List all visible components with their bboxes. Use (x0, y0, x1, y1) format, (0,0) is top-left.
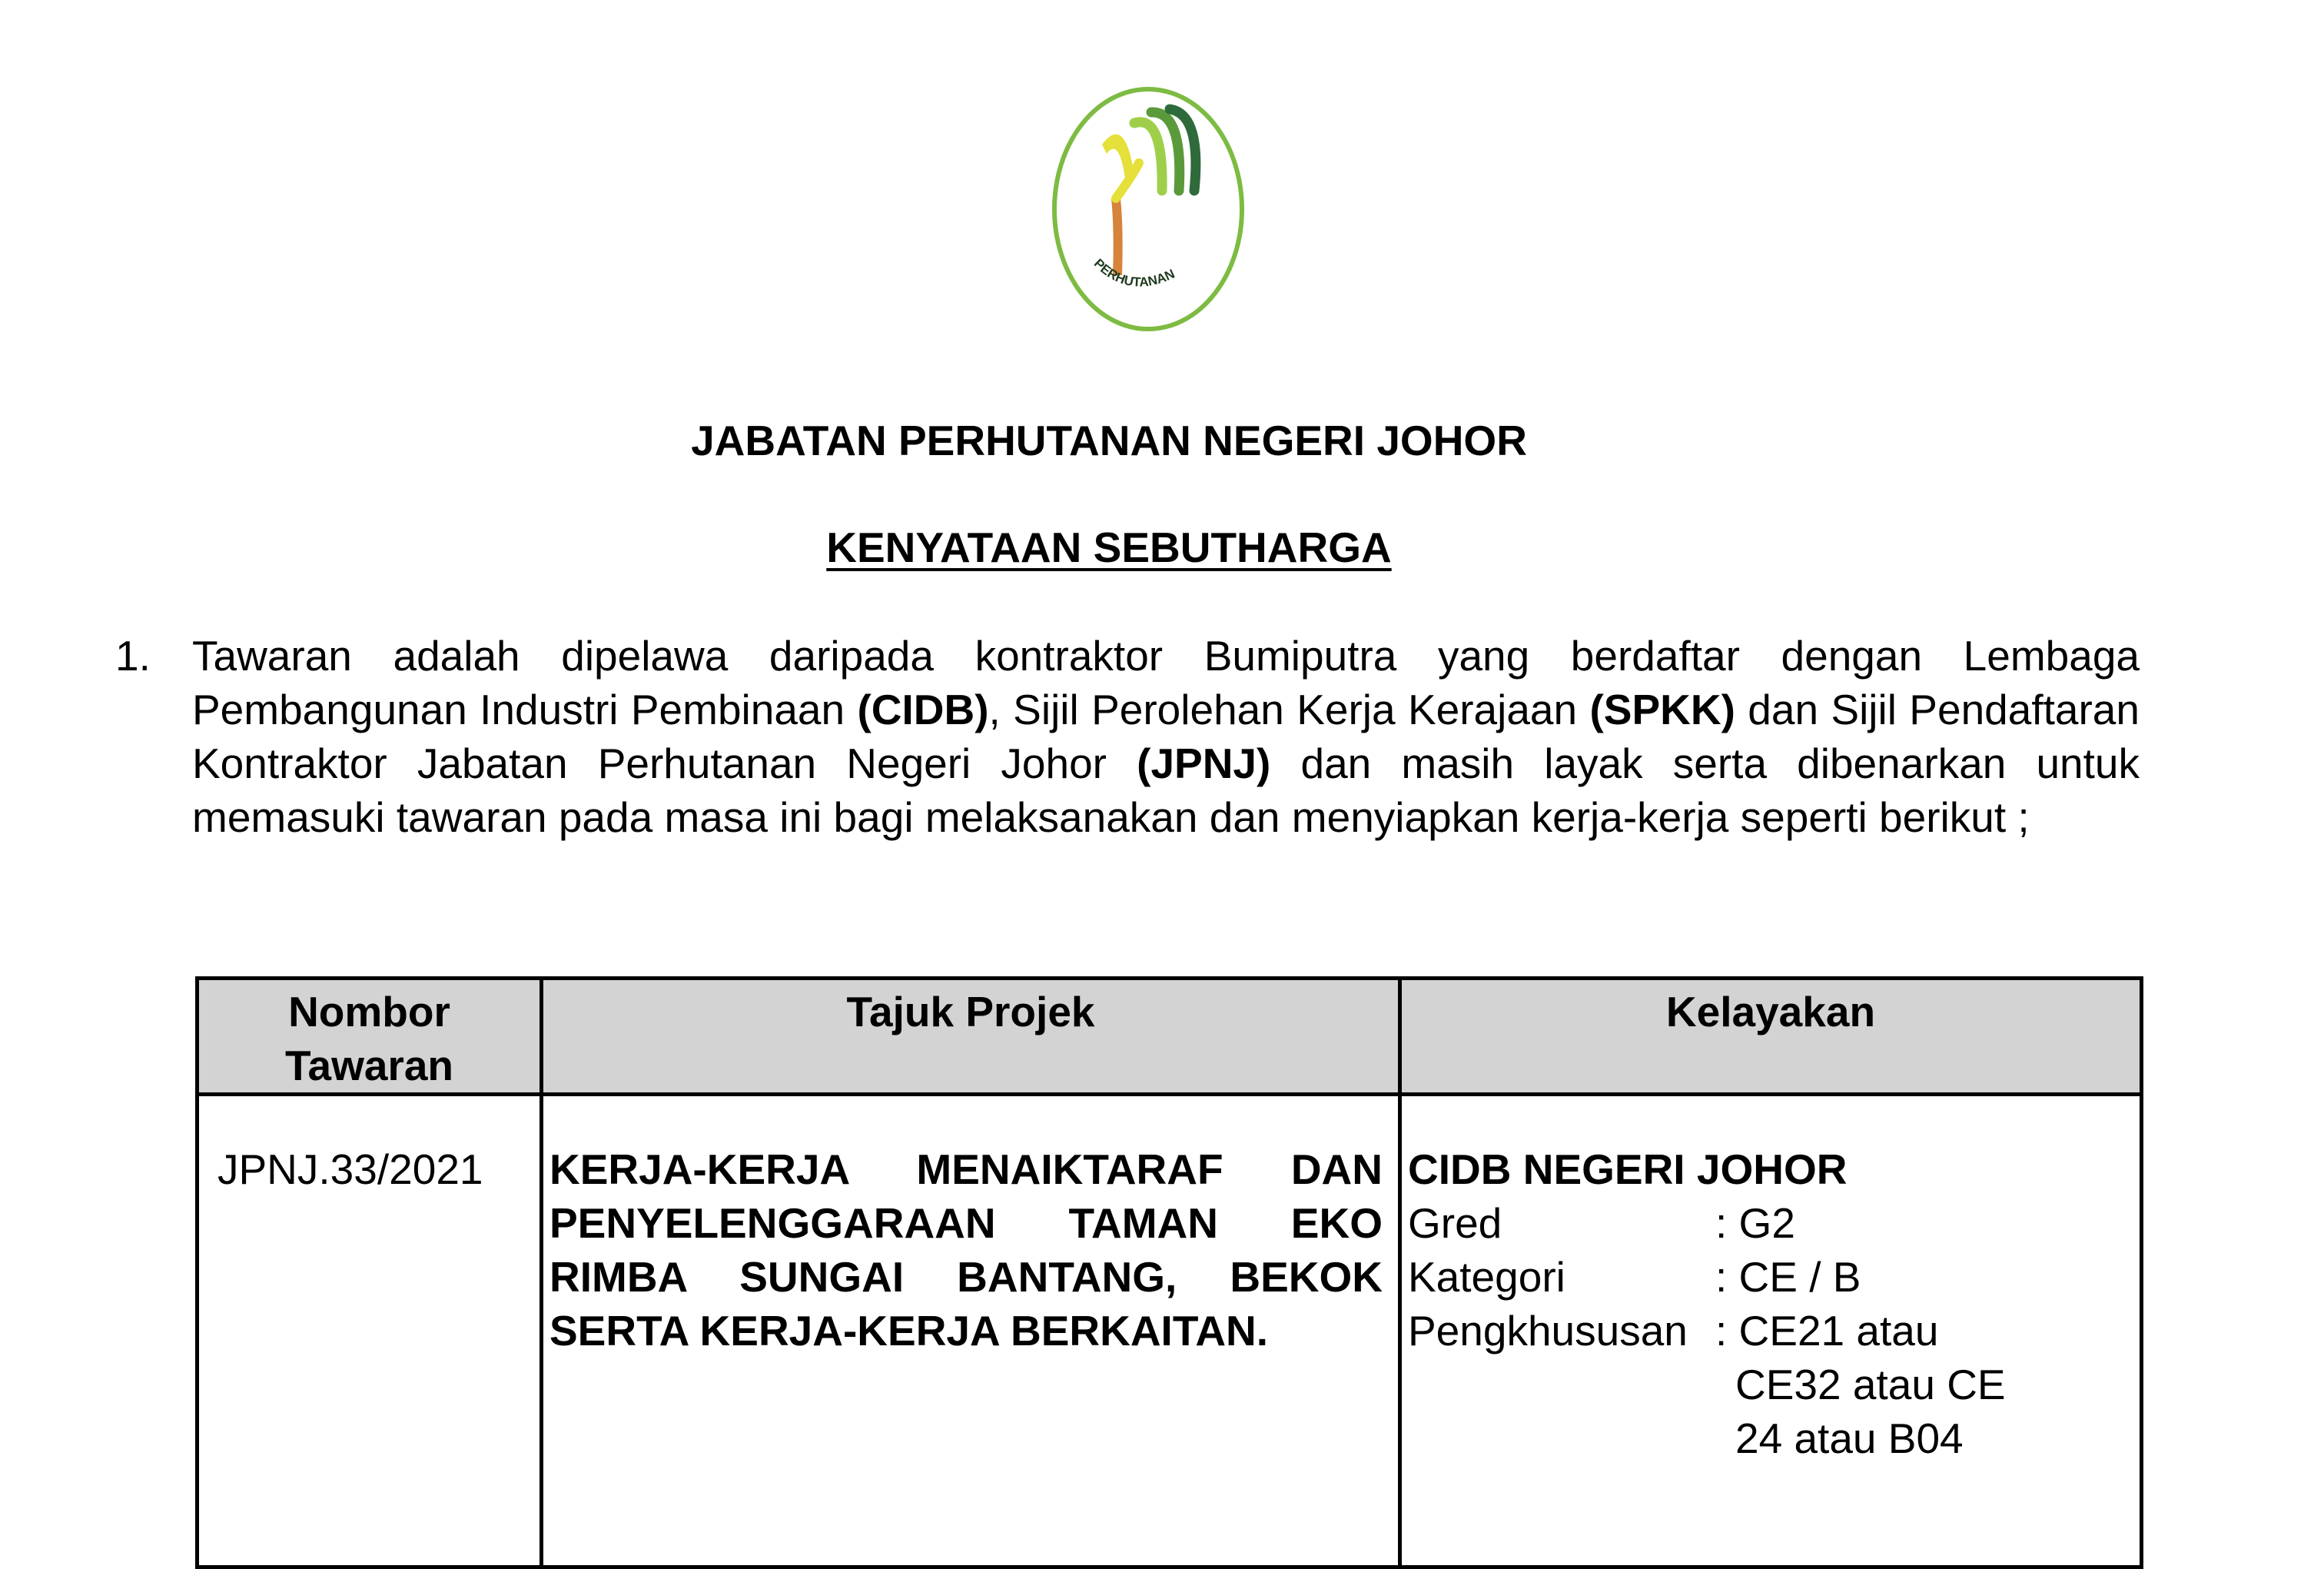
pengkhususan-line-3: 24 atau B04 (1735, 1414, 1964, 1462)
pengkhususan-line-2: CE32 atau CE (1735, 1361, 2006, 1408)
tender-table (195, 976, 2143, 1569)
cidb-abbrev: (CIDB) (857, 686, 989, 733)
qualification-row-pengkhususan (1408, 1304, 2132, 1465)
doc-title (0, 520, 2218, 574)
project-title: KERJA-KERJA MENAIKTARAF DAN PENYELENGGARAAN TAMAN EKO RIMBA SUNGAI BANTANG, BEKOK SERTA KERJA-KERJA BERKAITAN. (542, 1095, 1400, 1567)
perhutanan-logo (1048, 83, 1248, 335)
paragraph-number: 1. (115, 632, 151, 680)
pengkhususan-value (1715, 1304, 2132, 1465)
qualification-cell (1400, 1095, 2142, 1567)
tender-number: JPNJ.33/2021 (198, 1095, 542, 1567)
qualification-heading: CIDB NEGERI JOHOR (1408, 1145, 1848, 1193)
spkk-abbrev: (SPKK) (1589, 686, 1735, 733)
paragraph-text-2: , Sijil Perolehan Kerja Kerajaan (988, 686, 1590, 733)
org-title: JABATAN PERHUTANAN NEGERI JOHOR (691, 417, 1527, 464)
table-header-row (198, 979, 2142, 1095)
pengkhususan-line-1: : CE21 atau (1715, 1307, 1939, 1355)
paragraph-text-3: dan Sijil Pendaftaran Kontraktor Jabatan Perhutanan Negeri Johor (192, 686, 2140, 787)
invitation-paragraph (192, 629, 2140, 844)
doc-title-text: KENYATAAN SEBUTHARGA (826, 524, 1392, 571)
paragraph-text-1: Tawaran adalah dipelawa daripada kontraktor Bumiputra yang berdaftar dengan Lembaga Pembangunan Industri Pembinaan (192, 632, 2140, 733)
header-kelayakan: Kelayakan (1400, 979, 2142, 1095)
header-tajuk-projek: Tajuk Projek (542, 979, 1400, 1095)
kategori-label: Kategori (1408, 1253, 1565, 1301)
kategori-value: : CE / B (1715, 1253, 1861, 1301)
qualification-row-gred (1408, 1196, 2132, 1250)
table-row (198, 1095, 2142, 1567)
gred-value: : G2 (1715, 1199, 1795, 1247)
gred-label: Gred (1408, 1199, 1502, 1247)
pengkhususan-label: Pengkhususan (1408, 1307, 1688, 1355)
qualification-row-kategori (1408, 1250, 2132, 1304)
paragraph-text-4: dan masih layak serta dibenarkan untuk memasuki tawaran pada masa ini bagi melaksanakan dan menyiapkan kerja-kerja seperti berikut ; (192, 740, 2140, 841)
logo-text: PERHUTANAN (1091, 256, 1177, 290)
jpnj-abbrev: (JPNJ) (1137, 740, 1271, 787)
header-nombor-tawaran: Nombor Tawaran (198, 979, 542, 1095)
